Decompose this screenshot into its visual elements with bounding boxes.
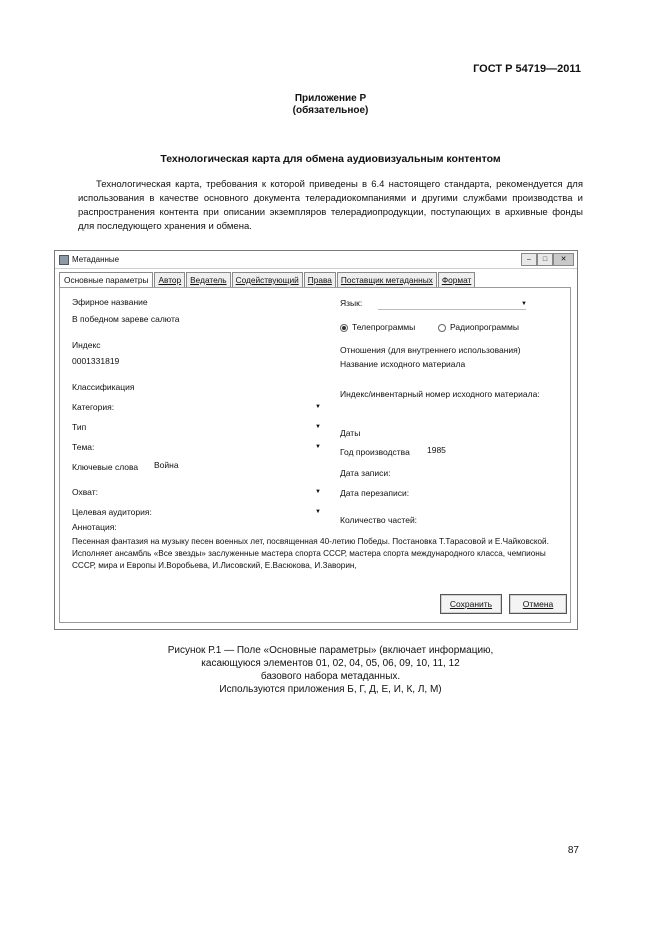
production-year-field[interactable]: 1985	[427, 445, 446, 455]
language-field-line	[378, 309, 526, 310]
figure-caption-line4: Используются приложения Б, Г, Д, Е, И, К, Л, М)	[219, 684, 442, 695]
relations-label: Отношения (для внутреннего использования)	[340, 345, 521, 355]
tab-bar	[59, 272, 476, 288]
window-title: Метаданные	[72, 255, 120, 264]
parts-count-label: Количество частей:	[340, 515, 418, 525]
keywords-field[interactable]: Война	[154, 460, 179, 470]
window-titlebar	[55, 251, 577, 269]
save-button[interactable]: Сохранить	[440, 594, 502, 614]
tab-metadata-provider[interactable]: Поставщик метаданных	[337, 272, 437, 288]
classification-label: Классификация	[72, 382, 135, 392]
production-year-label: Год производства	[340, 447, 410, 457]
figure-caption-line1: Рисунок Р.1 — Поле «Основные параметры» (включает информацию,	[167, 645, 494, 656]
theme-dropdown-icon[interactable]: ▼	[315, 444, 321, 450]
main-parameters-panel	[59, 287, 571, 623]
radio-tv-option[interactable]	[340, 322, 415, 332]
standard-number: ГОСТ Р 54719—2011	[473, 63, 581, 75]
record-date-label: Дата записи:	[340, 468, 391, 478]
figure-caption-line3: базового набора метаданных.	[260, 671, 401, 682]
language-dropdown-icon[interactable]: ▼	[521, 301, 527, 307]
type-label: Тип	[72, 422, 87, 432]
radio-tv-label: Телепрограммы	[352, 322, 416, 332]
broadcast-title-label: Эфирное название	[72, 297, 148, 307]
audience-dropdown-icon[interactable]: ▼	[315, 509, 321, 515]
tab-author[interactable]: Автор	[154, 272, 185, 288]
rerecord-date-label: Дата перезаписи:	[340, 488, 410, 498]
broadcast-title-field[interactable]: В победном зареве салюта	[72, 314, 180, 324]
tab-rights[interactable]: Права	[304, 272, 336, 288]
annotation-text[interactable]: Песенная фантазия на музыку песен военных лет, посвященная 40-летию Победы. Постановка Т.Тарасовой и Е.Чайковской. Исполняет ансамбль «Все звезды» заслуженные мастера спорта СССР, мастера спорта международного класса, чемпионы СССР, мира и Европы И.Воробьева, И.Лисовский, Е.Васюкова, И.Заворин,	[72, 537, 549, 570]
metadata-window	[54, 250, 578, 630]
minimize-icon[interactable]: –	[521, 253, 537, 266]
dates-label: Даты	[340, 428, 361, 438]
figure-caption-line2: касающуюся элементов 01, 02, 04, 05, 06, 09, 10, 11, 12	[201, 658, 460, 669]
keywords-label: Ключевые слова	[72, 462, 139, 472]
index-field[interactable]: 0001331819	[72, 356, 120, 366]
tab-main-parameters[interactable]: Основные параметры	[59, 272, 153, 288]
cancel-button[interactable]: Отмена	[509, 594, 567, 614]
inventory-number-label: Индекс/инвентарный номер исходного материала:	[340, 389, 540, 399]
radio-radio-option[interactable]	[438, 322, 519, 332]
radio-checked-icon[interactable]	[340, 324, 348, 332]
tab-contributor[interactable]: Содействующий	[232, 272, 303, 288]
category-dropdown-icon[interactable]: ▼	[315, 404, 321, 410]
coverage-label: Охват:	[72, 487, 98, 497]
maximize-icon[interactable]: □	[537, 253, 553, 266]
page-number: 87	[567, 845, 579, 856]
close-icon[interactable]: ✕	[553, 253, 574, 266]
tab-format[interactable]: Формат	[438, 272, 475, 288]
app-icon	[59, 255, 69, 265]
source-title-label: Название исходного материала	[340, 359, 466, 369]
language-label: Язык:	[340, 298, 363, 308]
theme-label: Тема:	[72, 442, 95, 452]
target-audience-label: Целевая аудитория:	[72, 507, 152, 517]
tab-owner[interactable]: Ведатель	[186, 272, 230, 288]
annotation-label: Аннотация:	[72, 522, 117, 532]
appendix-title: Приложение Р	[294, 93, 367, 104]
type-dropdown-icon[interactable]: ▼	[315, 424, 321, 430]
intro-paragraph: Технологическая карта, требования к которой приведены в 6.4 настоящего стандарта, рекомендуется для использования в качестве основного документа телерадиокомпаниями и другими службами производства и распространения контента при описании экземпляров телерадиопродукции, поступающих в архивные фонды для последующего хранения и обмена.	[78, 179, 583, 232]
document-title: Технологическая карта для обмена аудиовизуальным контентом	[160, 153, 501, 165]
appendix-status: (обязательное)	[292, 105, 369, 116]
category-label: Категория:	[72, 402, 115, 412]
index-label: Индекс	[72, 340, 101, 350]
radio-radio-label: Радиопрограммы	[450, 322, 519, 332]
radio-unchecked-icon[interactable]	[438, 324, 446, 332]
coverage-dropdown-icon[interactable]: ▼	[315, 489, 321, 495]
